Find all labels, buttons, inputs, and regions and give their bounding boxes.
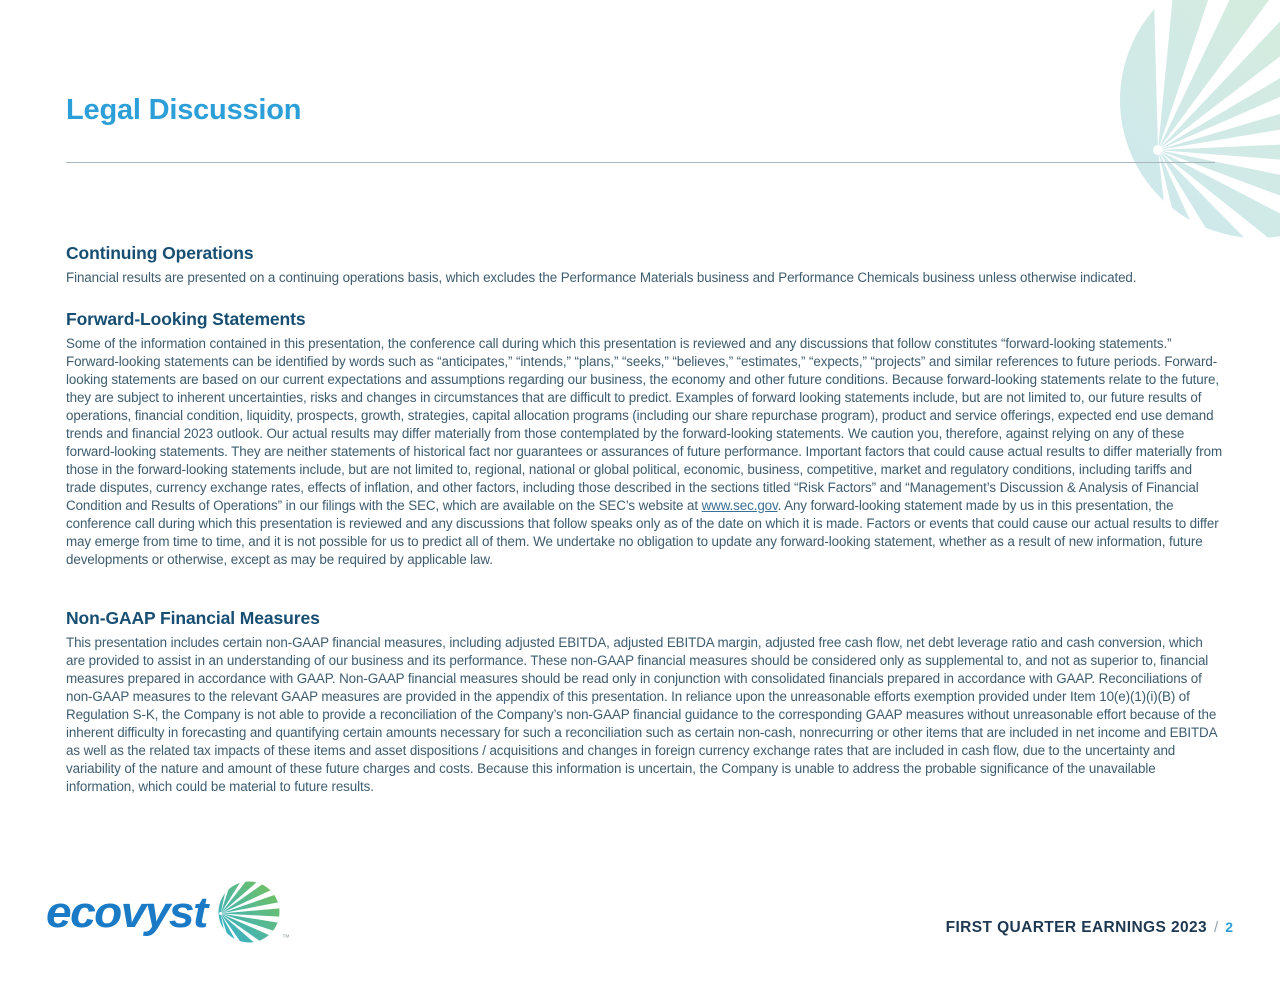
section-heading: Continuing Operations: [66, 243, 254, 263]
section-continuing-operations: [66, 243, 1224, 287]
section-body: Financial results are presented on a continuing operations basis, which excludes the Performance Materials business and Performance Chemicals business unless otherwise indicated.: [66, 270, 1137, 285]
footer-title: FIRST QUARTER EARNINGS 2023: [945, 919, 1208, 936]
body-text-after-link: . Any forward-looking statement made by us in this presentation, the conference call during which this presentation is reviewed and any discussions that follow speaks only as of the date on which it is made. Factors or events that could cause our actual results to differ may emerge from time to time, and it is not possible for us to predict all of them. We undertake no obligation to update any forward-looking statement, whether as a result of new information, future developments or otherwise, except as may be required by applicable law.: [66, 498, 1219, 567]
section-non-gaap-measures: [66, 608, 1224, 796]
section-heading: Non-GAAP Financial Measures: [66, 608, 320, 628]
sec-website-link[interactable]: www.sec.gov: [701, 498, 778, 513]
slide-footer: [946, 919, 1233, 937]
section-forward-looking-statements: [66, 309, 1224, 569]
section-body: [66, 335, 1224, 569]
ecovyst-globe-icon: [217, 880, 281, 944]
section-body: This presentation includes certain non-GAAP financial measures, including adjusted EBITDA, adjusted EBITDA margin, adjusted free cash flow, net debt leverage ratio and cash conversion, which are provided to assist in an understanding of our business and its performance. These non-GAAP financial measures should be considered only as supplemental to, and not as superior to, financial measures prepared in accordance with GAAP. Non-GAAP financial measures should be read only in conjunction with consolidated financials prepared in accordance with GAAP. Reconciliations of non-GAAP measures to the relevant GAAP measures are provided in the appendix of this presentation. In reliance upon the unreasonable efforts exemption provided under Item 10(e)(1)(i)(B) of Regulation S-K, the Company is not able to provide a reconciliation of the Company’s non-GAAP financial guidance to the corresponding GAAP measures without unreasonable effort because of the inherent difficulty in forecasting and quantifying certain amounts necessary for such a reconciliation such as certain non-cash, nonrecurring or other items that are included in net income and EBITDA as well as the related tax impacts of these items and asset dispositions / acquisitions and changes in foreign currency exchange rates that are included in cash flow, due to the uncertainty and variability of the nature and amount of these future charges and costs. Because this information is uncertain, the Company is unable to address the probable significance of the unavailable information, which could be material to future results.: [66, 635, 1217, 794]
corner-rays-icon: [1075, 0, 1280, 250]
page-number: 2: [1225, 919, 1233, 935]
ecovyst-logo: [46, 880, 290, 944]
ecovyst-wordmark: ecovyst: [46, 887, 207, 937]
title-divider: [66, 162, 1215, 163]
page-title: Legal Discussion: [66, 94, 302, 126]
footer-separator: /: [1214, 919, 1219, 936]
body-text-before-link: Some of the information contained in this presentation, the conference call during which this presentation is reviewed and any discussions that follow constitutes “forward-looking statements.” Forward-looking statements can be identified by words such as “anticipates,” “intends,” “plans,” “seeks,” “believes,” “estimates,” “expects,” “projects” and similar references to future periods. Forward-looking statements are based on our current expectations and assumptions regarding our business, the economy and other future conditions. Because forward-looking statements relate to the future, they are subject to inherent uncertainties, risks and changes in circumstances that are difficult to predict. Examples of forward looking statements include, but are not limited to, our future results of operations, financial condition, liquidity, prospects, growth, strategies, capital allocation programs (including our share repurchase program), product and service offerings, expected end use demand trends and financial 2023 outlook. Our actual results may differ materially from those contemplated by the forward-looking statements. We caution you, therefore, against relying on any of these forward-looking statements. They are neither statements of historical fact nor guarantees or assurances of future performance. Important factors that could cause actual results to differ materially from those in the forward-looking statements include, but are not limited to, regional, national or global political, economic, business, competitive, market and regulatory conditions, including tariffs and trade disputes, currency exchange rates, effects of inflation, and other factors, including those described in the sections titled “Risk Factors” and “Management’s Discussion & Analysis of Financial Condition and Results of Operations” in our filings with the SEC, which are available on the SEC’s website at: [66, 336, 1223, 513]
trademark-symbol: ™: [281, 933, 290, 942]
section-heading: Forward-Looking Statements: [66, 309, 306, 329]
